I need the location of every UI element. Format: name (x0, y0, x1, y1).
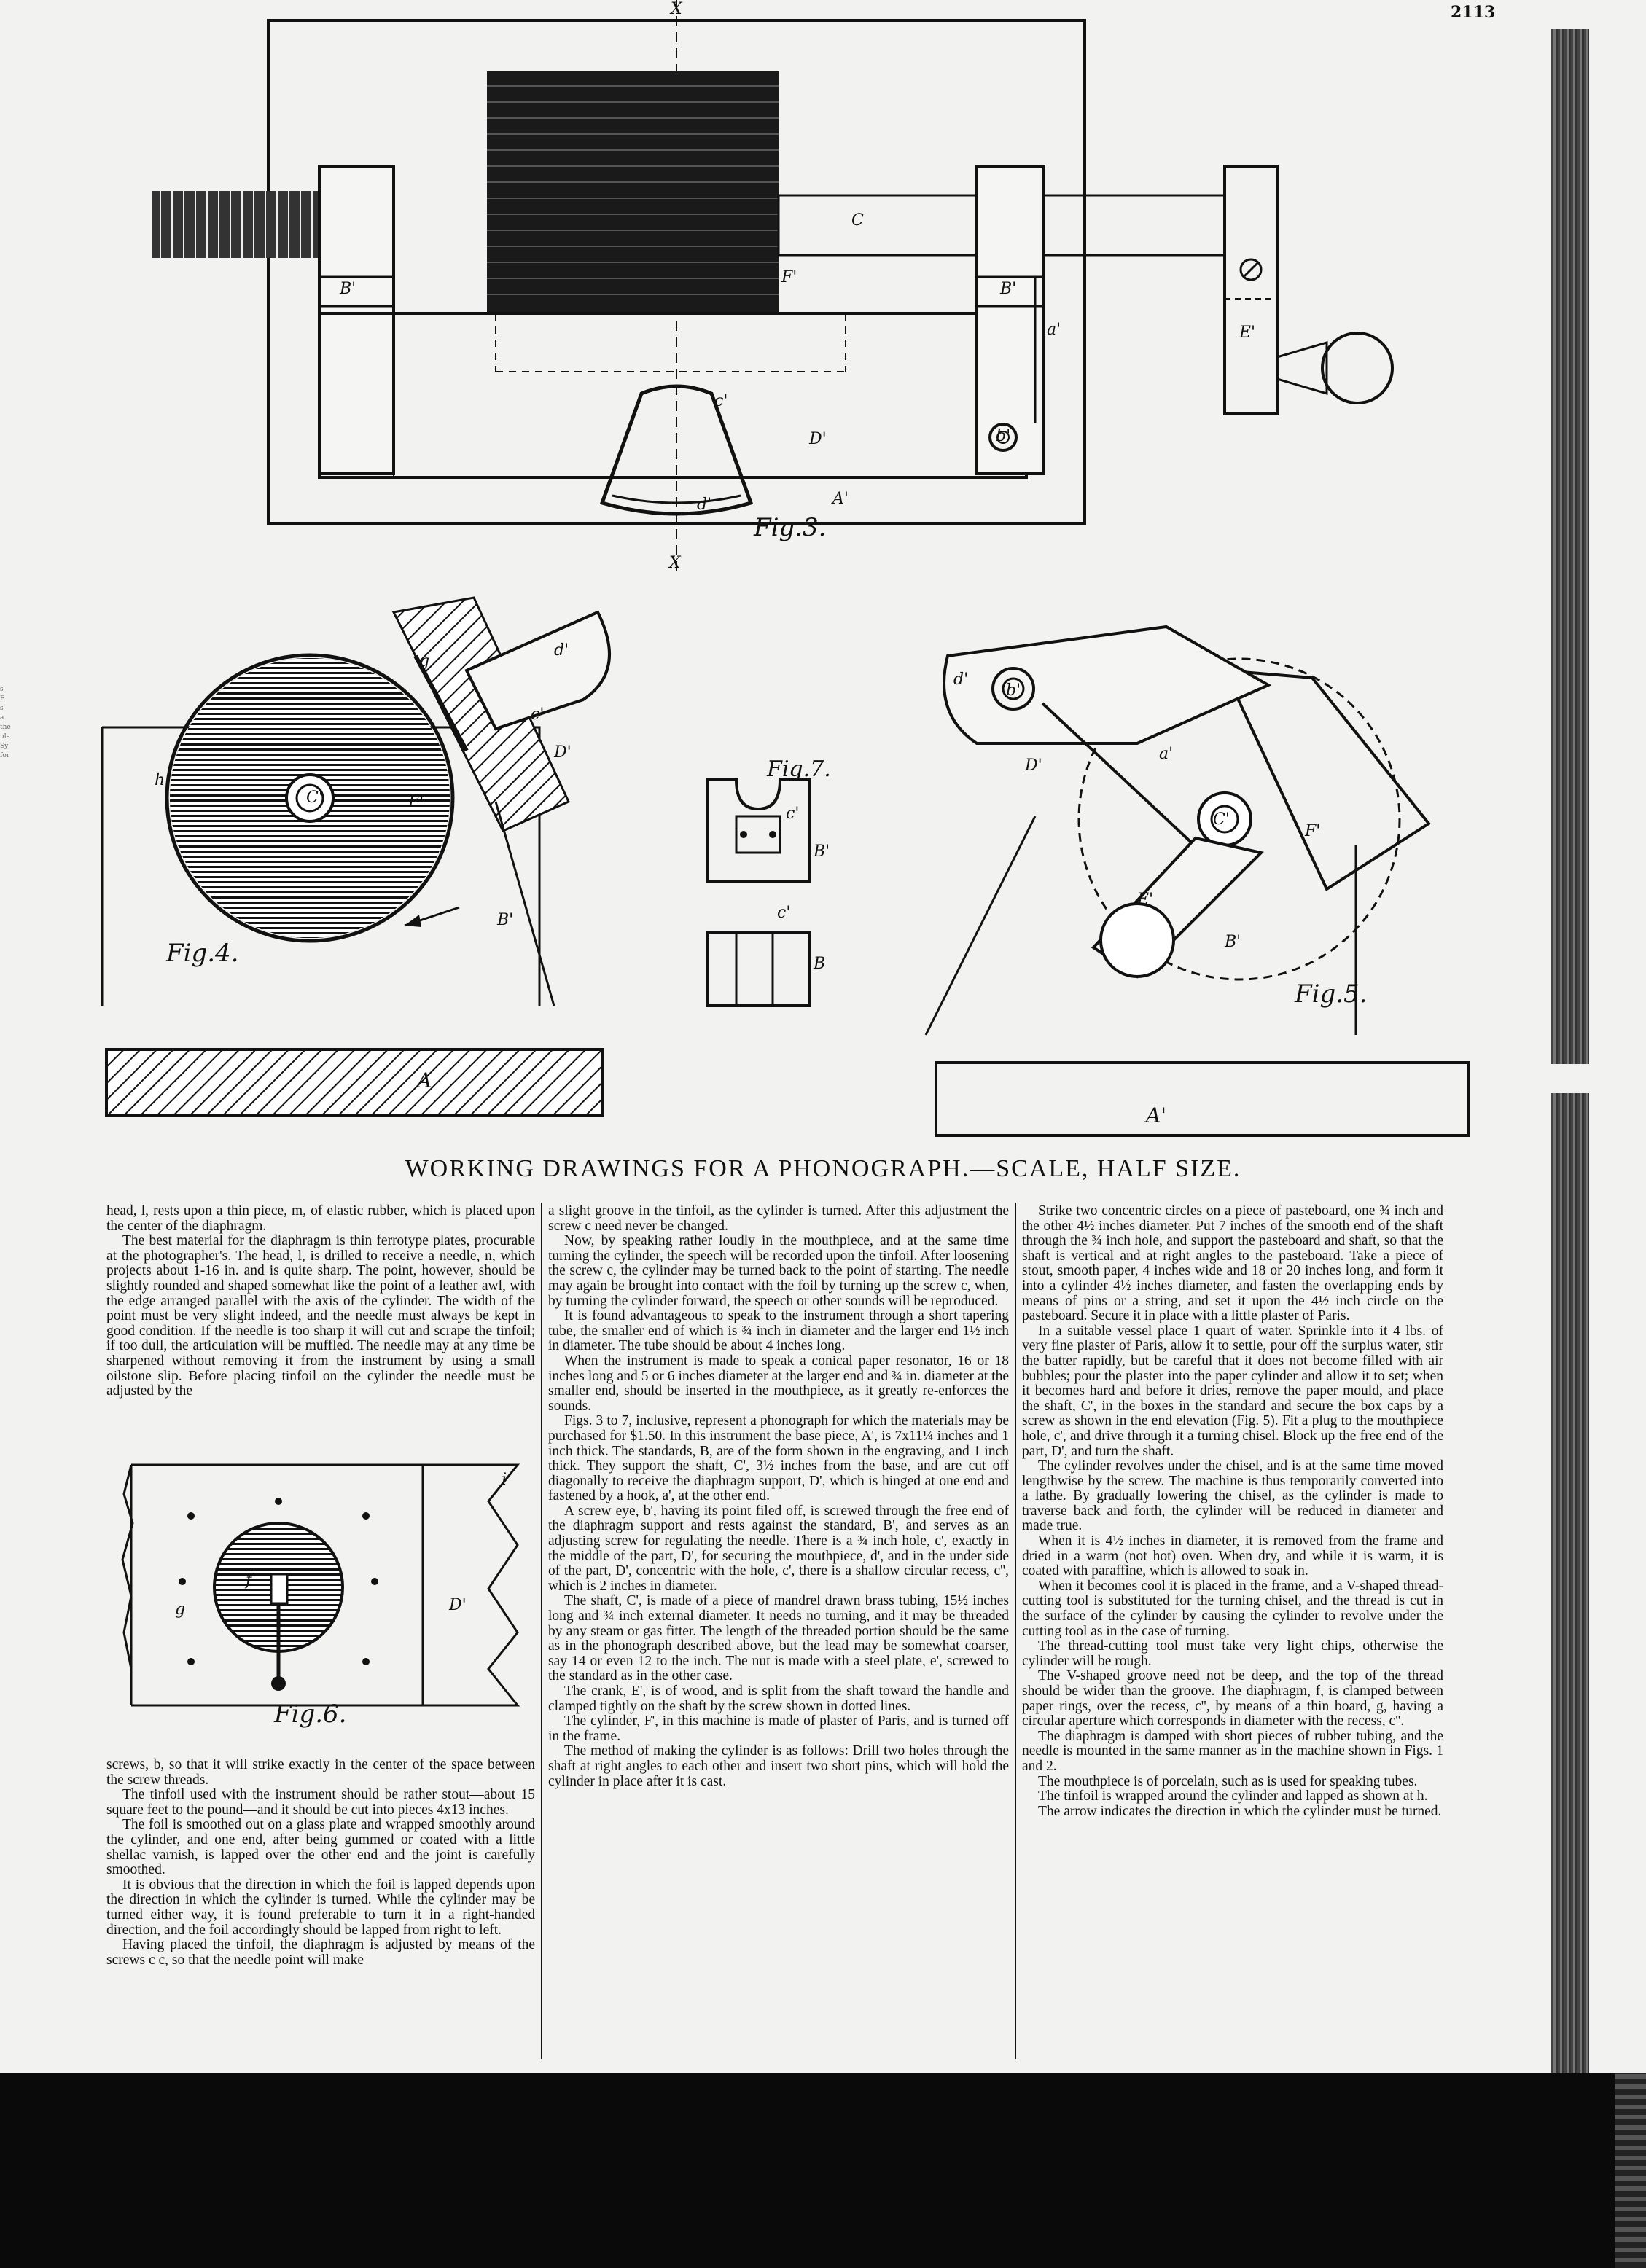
fig4-label-d1: d' (554, 641, 569, 660)
fig4-drawing (0, 568, 656, 1006)
col1-bottom-para-1: The tinfoil used with the instrument should be rather stout—about 15 square feet to the pound—and it should be cut into pieces 4x13 inches. (106, 1787, 535, 1818)
page-number: 2113 (1451, 3, 1496, 22)
fig4-caption: Fig.4. (166, 939, 239, 968)
margin-fragment: a (0, 714, 4, 722)
fig7-caption: Fig.7. (767, 756, 831, 782)
fig4-label-h: h (155, 771, 165, 789)
col2-para-1: Now, by speaking rather loudly in the mouthpiece, and at the same time turning the cylinder, the speech will be recorded upon the tinfoil. After loosening the screw c, the cylinder may be turned back to the point of starting. The needle may again be brought into contact with the foil by turning up the screw c, when, by turning the cylinder forward, the speech or other sounds will be reproduced. (548, 1233, 1009, 1309)
column1-bottom (106, 1758, 535, 1968)
fig6-caption: Fig.6. (274, 1700, 347, 1729)
fig6-label-f: f (246, 1571, 252, 1589)
col3-para-3: When it is 4½ inches in diameter, it is removed from the frame and dried in a warm (not hot) oven. When dry, and while it is warm, it is coated with paraffine, which is allowed to soak in. (1022, 1533, 1443, 1579)
fig7-label-b: B (814, 955, 826, 973)
fig3-label-b1: b' (996, 427, 1011, 445)
scan-bottom-band (0, 2073, 1646, 2268)
fig4-label-b1: B' (497, 911, 514, 929)
headline: WORKING DRAWINGS FOR A PHONOGRAPH.—SCALE, HALF SIZE. (405, 1155, 1241, 1182)
col2-para-0: a slight groove in the tinfoil, as the cylinder is turned. After this adjustment the screw c need never be changed. (548, 1203, 1009, 1234)
fig7-drawing (693, 751, 911, 1013)
fig4-label-g: g (419, 652, 430, 670)
col3-para-1: In a suitable vessel place 1 quart of water. Sprinkle into it 4 lbs. of very fine plaster of Paris, allow it to settle, pour off the surplus water, stir the batter rapidly, but be careful that it does not become filled with air bubbles; pour the plaster into the paper cylinder and allow it to set; when it becomes hard and before it dries, remove the paper mould, and place the shaft, C', in the boxes in the standard and secure the box caps by a screw as shown in the end elevation (Fig. 5). Fit a plug to the mouthpiece hole, c', and drive through it a turning chisel. Block up the free end of the part, D', and turn the shaft. (1022, 1323, 1443, 1459)
fig5-label-f1: F' (1305, 822, 1321, 840)
fig4-label-d1-cap: D' (554, 743, 572, 762)
fig3-label-e1: E' (1239, 324, 1256, 342)
col2-para-3: When the instrument is made to speak a conical paper resonator, 16 or 18 inches long and 5 or 6 inches diameter at the larger end and ¾ in. diameter at the smaller end, should be inserted in the mouthpiece, as it greatly re-enforces the sounds. (548, 1353, 1009, 1414)
margin-fragment: ula (0, 733, 11, 740)
col1-top-para-1: The best material for the diaphragm is thin ferrotype plates, procurable at the photographer's. The head, l, is drilled to receive a needle, n, which projects about 1-16 in. and is quite sharp. The point, however, should be slightly rounded and shaped somewhat like the point of a leather awl, with the edge arranged parallel with the axis of the cylinder. The width of the point must be very slight indeed, and the needle must always be kept in good condition. If the needle is too sharp it will cut and scrape the tinfoil; if too dull, the articulation will be muffled. The needle may at any time be sharpened without removing it from the instrument by using a small oilstone slip. Before placing tinfoil on the cylinder the needle must be adjusted by the (106, 1233, 535, 1399)
fig3-label-a1: a' (1047, 321, 1061, 339)
fig6-label-i: i (502, 1471, 507, 1489)
col3-para-7: The diaphragm is damped with short pieces of rubber tubing, and the needle is mounted in the same manner as in the machine shown in Figs. 1 and 2. (1022, 1728, 1443, 1774)
col2-para-6: The shaft, C', is made of a piece of mandrel drawn brass tubing, 15½ inches long and ¾ inch external diameter. It needs no turning, and it may be threaded by any steam or gas fitter. The length of the threaded portion should be the same as in the phonograph described above, but the lead may be somewhat coarser, say 14 or even 12 to the inch. The nut is made with a steel plate, e', screwed to the standard as in the other case. (548, 1593, 1009, 1684)
fig3-label-f1: F' (781, 268, 797, 286)
left-margin-fragments (0, 685, 38, 977)
fig5-label-d1: d' (953, 670, 969, 689)
col2-para-7: The crank, E', is of wood, and is split from the shaft toward the handle and clamped tightly on the shaft by the screw shown in dotted lines. (548, 1684, 1009, 1714)
base-a-drawing (106, 1049, 617, 1122)
base-a1-drawing (936, 1063, 1475, 1143)
scan-clamp (1615, 2073, 1646, 2268)
col3-para-4: When it becomes cool it is placed in the frame, and a V-shaped thread-cutting tool is substituted for the turning chisel, and the thread is cut in the surface of the cylinder by causing the cylinder to revolve under the cutting tool as in the case of turning. (1022, 1578, 1443, 1639)
col2-para-4: Figs. 3 to 7, inclusive, represent a phonograph for which the materials may be purchased for $1.50. In this instrument the base piece, A', is 7x11¼ inches and 1 inch thick. The standards, B, are of the form shown in the engraving, and 1 inch thick. They support the shaft, C', 3½ inches from the base, and are cut off diagonally to receive the diaphragm support, D', which is hinged at one end and fastened by a hook, a', at the other end. (548, 1413, 1009, 1504)
fig3-label-c1: c' (714, 392, 728, 410)
fig5-label-b1: b' (1006, 681, 1021, 700)
fig6-label-d1: D' (449, 1596, 467, 1614)
col3-para-0: Strike two concentric circles on a piece of pasteboard, one ¾ inch and the other 4½ inches diameter. Put 7 inches of the smooth end of the shaft through the ¾ inch hole, and support the pasteboard and shaft, so that the shaft is vertical and at right angles to the pasteboard. Take a piece of stout, smooth paper, 4 inches wide and 18 or 20 inches long, and form it into a cylinder 4½ inches diameter, and fasten the overlapping ends by means of pins or a string, and set it upon the 4½ inch circle on the pasteboard. Secure it in place with a little plaster of Paris. (1022, 1203, 1443, 1324)
col1-bottom-para-2: The foil is smoothed out on a glass plate and wrapped smoothly around the cylinder, and one end, after being gummed or coated with a little shellac varnish, is lapped over the other end and the joint is carefully smoothed. (106, 1817, 535, 1878)
col3-para-10: The arrow indicates the direction in which the cylinder must be turned. (1038, 1803, 1442, 1819)
fig3-label-a1-cap: A' (832, 490, 849, 508)
column3 (1022, 1204, 1443, 1819)
fig3-caption: Fig.3. (754, 513, 827, 542)
fig4-label-f1: F' (408, 793, 424, 811)
fig3-label-d1-cap: D' (809, 430, 827, 448)
scan-edge-strip-lower (1551, 1093, 1589, 2077)
col2-para-2: It is found advantageous to speak to the instrument through a short tapering tube, the smaller end of which is ¾ inch in diameter and the larger end 1½ inch in diameter. The tube should be about 4 inches long. (548, 1308, 1009, 1354)
fig7-label-c1: c' (786, 805, 800, 823)
fig5-label-c1: C' (1213, 810, 1230, 829)
margin-fragment: for (0, 752, 10, 759)
margin-fragment: s (0, 705, 4, 712)
fig3-label-b1-right: B' (1000, 280, 1017, 298)
base-a1-label: A' (1146, 1103, 1166, 1127)
col3-para-9: The tinfoil is wrapped around the cylinder and lapped as shown at h. (1038, 1788, 1428, 1804)
col2-para-9: The method of making the cylinder is as follows: Drill two holes through the shaft at right angles to each other and insert two short pins, which will hold the cylinder in place after it is cast. (548, 1743, 1009, 1789)
fig5-label-e1: E' (1137, 891, 1154, 909)
fig5-label-b1-cap: B' (1225, 933, 1241, 951)
fig3-label-c: C (851, 211, 864, 230)
fig5-label-a1: a' (1159, 745, 1174, 763)
col3-para-6: The V-shaped groove need not be deep, and the top of the thread should be wider than the groove. The diaphragm, f, is clamped between paper rings, over the recess, c'', by means of a thin board, g, having a circular aperture which corresponds in diameter with the recess, c''. (1022, 1668, 1443, 1729)
column2 (548, 1204, 1009, 1789)
fig3-label-x-top: X (671, 0, 682, 18)
column1-top (106, 1204, 535, 1399)
margin-fragment: s (0, 686, 4, 693)
fig5-drawing (918, 598, 1575, 1035)
col1-bottom-para-4: Having placed the tinfoil, the diaphragm is adjusted by means of the screws c c, so that the needle point will make (106, 1937, 535, 1968)
fig3-drawing (0, 0, 1646, 583)
fig7-label-b1: B' (814, 842, 830, 861)
col1-top-para-0: head, l, rests upon a thin piece, m, of elastic rubber, which is placed upon the center of the diaphragm. (106, 1203, 535, 1234)
margin-fragment: the (0, 724, 11, 731)
col1-bottom-para-0: screws, b, so that it will strike exactly in the center of the space between the screw threads. (106, 1757, 535, 1788)
fig4-label-c1-cap: C' (306, 789, 323, 807)
fig3-label-d1: d' (697, 496, 712, 514)
fig3-label-b1-left: B' (340, 280, 356, 298)
base-a-label: A (417, 1068, 432, 1092)
fig6-label-g: g (175, 1600, 186, 1619)
fig7-label-c1-lower: c' (777, 904, 791, 922)
col2-para-8: The cylinder, F', in this machine is made of plaster of Paris, and is turned off in the frame. (548, 1713, 1009, 1744)
col3-para-8: The mouthpiece is of porcelain, such as is used for speaking tubes. (1038, 1773, 1418, 1789)
fig5-caption: Fig.5. (1295, 979, 1368, 1009)
margin-fragment: Sy (0, 743, 9, 750)
fig3-label-x-bottom: X (669, 554, 681, 572)
col3-para-2: The cylinder revolves under the chisel, and is at the same time moved lengthwise by the screw. The machine is thus temporarily converted into a lathe. By gradually lowering the chisel, as the cylinder is made to traverse back and forth, the cylinder will be reduced in diameter and made true. (1022, 1458, 1443, 1534)
col1-bottom-para-3: It is obvious that the direction in which the foil is lapped depends upon the direction in which the cylinder is turned. While the cylinder may be turned either way, it is found preferable to turn it in a right-handed direction, and the foil accordingly should be lapped from right to left. (106, 1877, 535, 1938)
fig4-label-c1: c' (531, 705, 545, 724)
col3-para-5: The thread-cutting tool must take very light chips, otherwise the cylinder will be rough. (1022, 1638, 1443, 1669)
fig5-label-d1-cap: D' (1025, 756, 1042, 775)
margin-fragment: E (0, 695, 5, 703)
col2-para-5: A screw eye, b', having its point filed off, is screwed through the free end of the diaphragm support and rests against the standard, B', and serves as an adjusting screw for regulating the needle. There is a ¾ inch hole, c', exactly in the middle of the part, D', for securing the mouthpiece, d', and in the under side of the part, D', concentric with the hole, c', there is a shallow circular recess, c'', which is 2 inches in diameter. (548, 1503, 1009, 1594)
